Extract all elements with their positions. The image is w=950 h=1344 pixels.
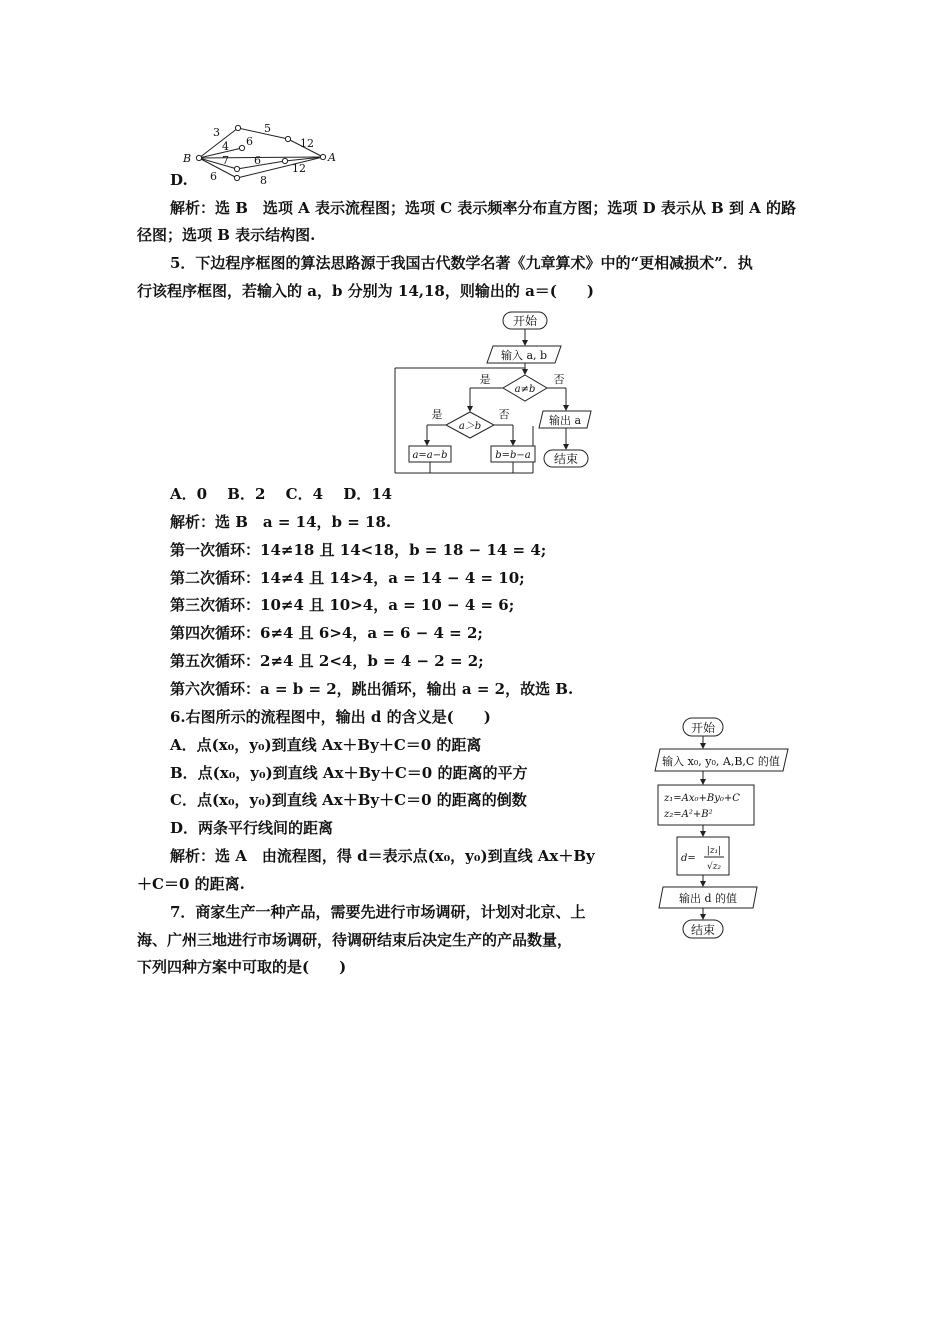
q5-stem-line2: 行该程序框图，若输入的 a，b 分别为 14,18，则输出的 a＝( ): [137, 282, 594, 300]
q4-solution-line1: 解析：选 B 选项 A 表示流程图；选项 C 表示频率分布直方图；选项 D 表示从 B 到 A 的路: [170, 199, 797, 217]
flow-input: 输入 x₀, y₀, A,B,C 的值: [662, 755, 780, 768]
option-d-label: D.: [170, 171, 188, 189]
q7-line1: 7．商家生产一种产品，需要先进行市场调研，计划对北京、上: [170, 903, 586, 921]
node-a-label: A: [328, 151, 336, 164]
flow-start: 开始: [690, 721, 716, 735]
q5-solution-line: 解析：选 B a = 14，b = 18.: [170, 513, 392, 531]
edge-label: 8: [260, 174, 267, 187]
flow-output: 输出 d 的值: [678, 892, 738, 905]
flow-end: 结束: [553, 452, 579, 466]
edge-label: 12: [300, 137, 314, 150]
node-b-label: B: [183, 152, 192, 165]
flow-assign-a: a=a−b: [412, 450, 448, 461]
q5-stem-line1: 5．下边程序框图的算法思路源于我国古代数学名著《九章算术》中的“更相减损术”．执: [170, 254, 753, 272]
flow-no-label: 否: [553, 373, 565, 386]
flow-end: 结束: [690, 923, 716, 937]
q5-flowchart: [385, 308, 605, 476]
q5-solution-line: 第五次循环：2≠4 且 2<4，b = 4 − 2 = 2;: [170, 652, 484, 670]
flow-cond-a-gt-b: a＞b: [458, 421, 482, 432]
flow-assign-b: b=b−a: [495, 450, 531, 461]
q6-option-b: B．点(x₀，y₀)到直线 Ax＋By＋C＝0 的距离的平方: [170, 764, 528, 782]
edge-label: 12: [292, 162, 306, 175]
q5-solution-line: 第三次循环：10≠4 且 10>4，a = 10 − 4 = 6;: [170, 596, 515, 614]
q6-stem: 6.右图所示的流程图中，输出 d 的含义是( ): [170, 708, 491, 726]
flow-start: 开始: [512, 314, 538, 328]
q7-line3: 下列四种方案中可取的是( ): [137, 958, 347, 976]
flow-cond-a-ne-b: a≠b: [514, 384, 536, 395]
q6-solution-line2: ＋C＝0 的距离.: [137, 875, 245, 893]
q5-solution-line: 第二次循环：14≠4 且 14>4，a = 14 − 4 = 10;: [170, 569, 525, 587]
flow-d-numerator: |z₁|: [706, 846, 722, 856]
edge-label: 3: [213, 126, 220, 139]
flow-yes-label: 是: [431, 408, 443, 421]
flow-d-label: d=: [681, 853, 696, 864]
flow-input: 输入 a, b: [500, 349, 548, 362]
q6-option-d: D．两条平行线间的距离: [170, 819, 334, 837]
edge-label: 6: [246, 135, 253, 148]
edge-label: 5: [264, 122, 271, 135]
flow-calc-z1: z₁=Ax₀+By₀+C: [664, 793, 740, 804]
q6-option-c: C．点(x₀，y₀)到直线 Ax＋By＋C＝0 的距离的倒数: [170, 791, 527, 809]
flow-calc-z2: z₂=A²+B²: [664, 809, 713, 820]
q6-option-a: A．点(x₀，y₀)到直线 Ax＋By＋C＝0 的距离: [170, 736, 482, 754]
edge-label: 4: [222, 140, 229, 153]
edge-label: 6: [210, 170, 217, 183]
edge-label: 7: [222, 154, 229, 167]
q5-options: A．0 B．2 C．4 D．14: [170, 485, 393, 503]
q5-solution-line: 第一次循环：14≠18 且 14<18，b = 18 − 14 = 4;: [170, 541, 547, 559]
edge-label: 6: [254, 154, 261, 167]
flow-d-denominator: √z₂: [706, 862, 722, 872]
q5-solution-line: 第六次循环：a = b = 2，跳出循环，输出 a = 2，故选 B.: [170, 680, 574, 698]
q4-solution-line2: 径图；选项 B 表示结构图.: [137, 226, 316, 244]
flow-no-label: 否: [498, 408, 510, 421]
q6-flowchart: [650, 714, 790, 942]
q5-solution-line: 第四次循环：6≠4 且 6>4，a = 6 − 4 = 2;: [170, 624, 483, 642]
path-graph-diagram: [180, 118, 340, 190]
flow-output: 输出 a: [548, 414, 582, 427]
q7-line2: 海、广州三地进行市场调研，待调研结束后决定生产的产品数量，: [137, 931, 573, 949]
flow-yes-label: 是: [479, 373, 491, 386]
q6-solution-line1: 解析：选 A 由流程图，得 d＝表示点(x₀，y₀)到直线 Ax＋By: [170, 847, 595, 865]
